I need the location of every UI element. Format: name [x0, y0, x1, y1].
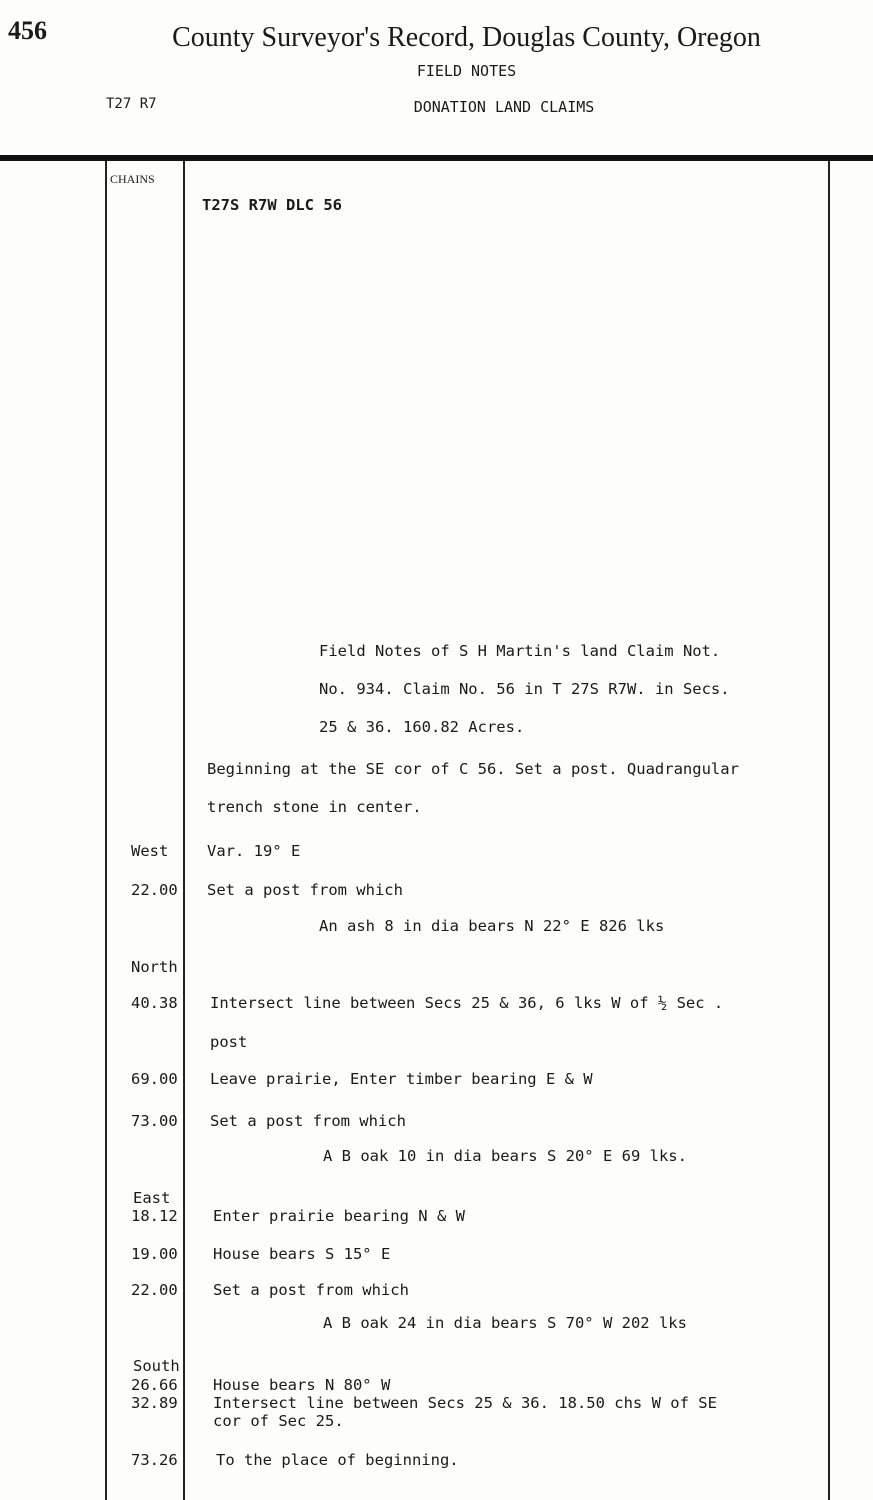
column-divider	[183, 161, 185, 1500]
note-text: A B oak 24 in dia bears S 70° W 202 lks	[323, 1314, 687, 1332]
note-text: House bears S 15° E	[213, 1245, 391, 1263]
chain-value: 40.38	[131, 994, 178, 1012]
chain-value: North	[131, 958, 178, 976]
intro-line-2: No. 934. Claim No. 56 in T 27S R7W. in Secs.	[319, 680, 730, 698]
note-text: Intersect line between Secs 25 & 36, 6 lks W of ½ Sec .	[210, 994, 724, 1012]
chain-value: 32.89	[131, 1394, 178, 1412]
note-text: An ash 8 in dia bears N 22° E 826 lks	[319, 917, 665, 935]
chain-value: 18.12	[131, 1207, 178, 1225]
note-text: A B oak 10 in dia bears S 20° E 69 lks.	[323, 1147, 687, 1165]
note-text: cor of Sec 25.	[213, 1412, 344, 1430]
note-text: Set a post from which	[207, 881, 403, 899]
note-text: House bears N 80° W	[213, 1376, 391, 1394]
chains-column-header: CHAINS	[110, 172, 155, 186]
beginning-line-1: Beginning at the SE cor of C 56. Set a post. Quadrangular	[207, 760, 739, 778]
chain-value: 22.00	[131, 881, 178, 899]
record-title: County Surveyor's Record, Douglas County, Oregon	[172, 22, 761, 53]
note-text: Intersect line between Secs 25 & 36. 18.50 chs W of SE	[213, 1394, 717, 1412]
note-text: Set a post from which	[210, 1112, 406, 1130]
header-rule	[0, 155, 873, 161]
note-text: Enter prairie bearing N & W	[213, 1207, 465, 1225]
intro-line-1: Field Notes of S H Martin's land Claim Not.	[319, 642, 721, 660]
column-border-left	[105, 161, 107, 1500]
note-text: Set a post from which	[213, 1281, 409, 1299]
township-label: T27 R7	[106, 96, 157, 112]
chain-value: 69.00	[131, 1070, 178, 1088]
chain-value: 19.00	[131, 1245, 178, 1263]
note-text: post	[210, 1033, 248, 1051]
intro-line-3: 25 & 36. 160.82 Acres.	[319, 718, 525, 736]
chain-value: 26.66	[131, 1376, 178, 1394]
note-text: Var. 19° E	[207, 842, 301, 860]
chain-value: East	[133, 1189, 171, 1207]
chain-value: South	[133, 1357, 180, 1375]
chain-value: 22.00	[131, 1281, 178, 1299]
claim-id: T27S R7W DLC 56	[202, 196, 342, 214]
beginning-line-2: trench stone in center.	[207, 798, 422, 816]
chain-value: 73.00	[131, 1112, 178, 1130]
chain-value: West	[131, 842, 169, 860]
note-text: To the place of beginning.	[216, 1451, 459, 1469]
column-border-right	[828, 161, 830, 1500]
chain-value: 73.26	[131, 1451, 178, 1469]
section-heading: DONATION LAND CLAIMS	[413, 98, 595, 116]
page-number: 456	[8, 16, 47, 45]
record-subtitle: FIELD NOTES	[416, 62, 517, 80]
note-text: Leave prairie, Enter timber bearing E & W	[210, 1070, 593, 1088]
